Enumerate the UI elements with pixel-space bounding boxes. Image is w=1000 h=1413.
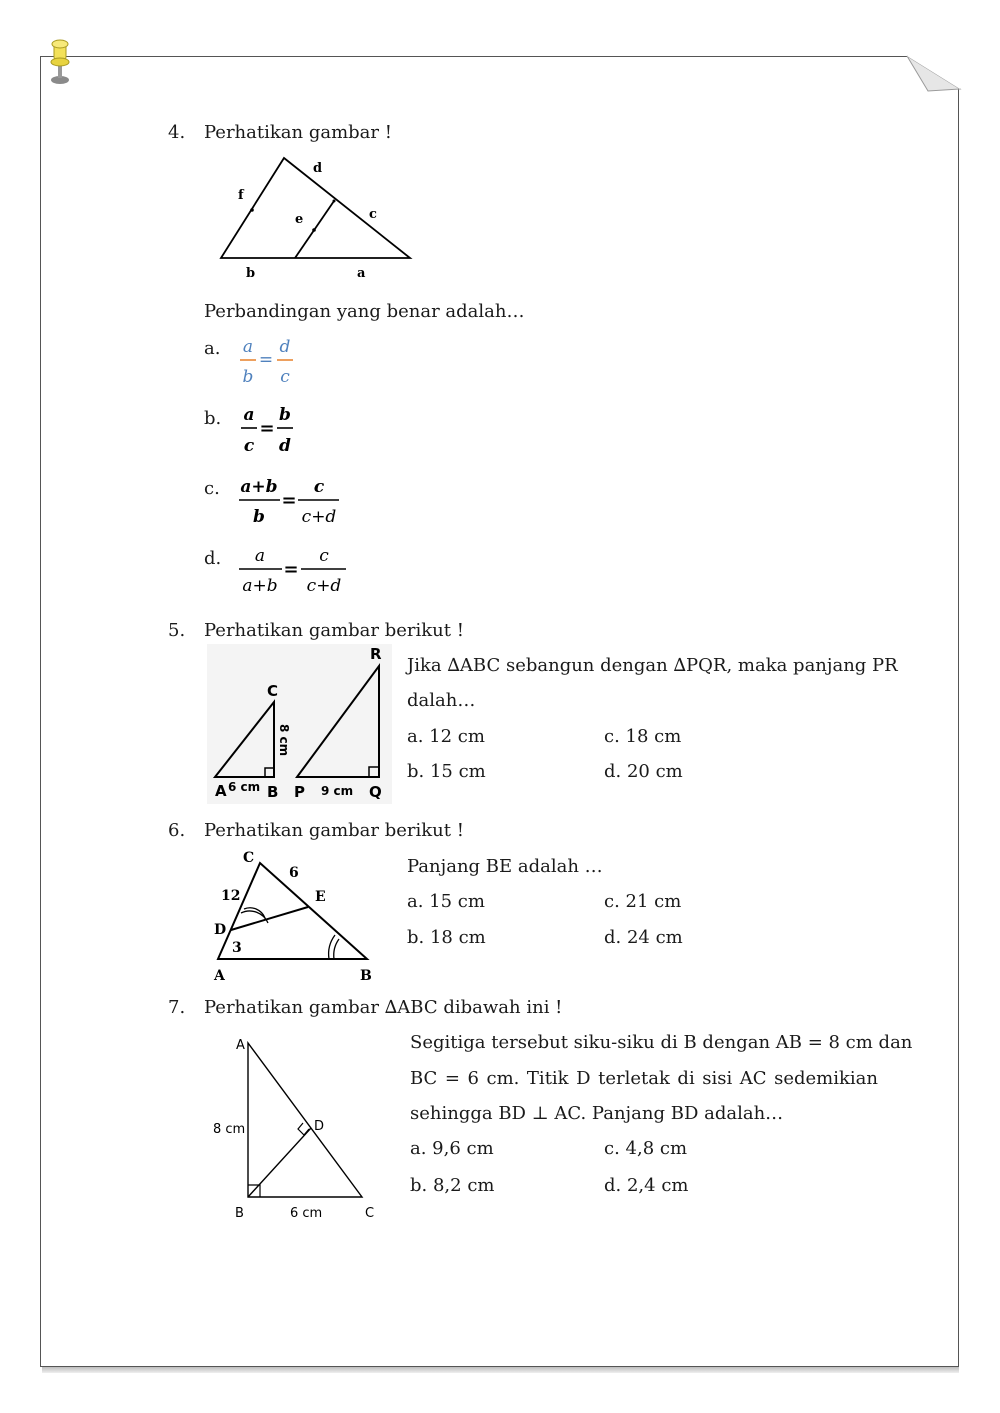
q7-text-line3: sehingga BD ⊥ AC. Panjang BD adalah… <box>410 1103 784 1124</box>
q5-question-line1: Jika ∆ABC sebangun dengan ∆PQR, maka panjang PR <box>407 655 898 676</box>
q4-d-num1: a <box>254 546 266 566</box>
q6-label-three: 3 <box>232 940 242 956</box>
q4-label-e: e <box>295 212 304 227</box>
q5-option-d[interactable]: d. 20 cm <box>604 761 683 782</box>
q6-label-twelve: 12 <box>221 888 241 904</box>
q4-c-den2: c+d <box>301 507 337 527</box>
q6-option-b[interactable]: b. 18 cm <box>407 927 486 948</box>
q4-option-b-letter: b. <box>204 408 222 429</box>
q4-prompt: Perhatikan gambar ! <box>204 122 392 143</box>
q5-label-PQ-length: 9 cm <box>321 784 354 798</box>
q5-label-P: P <box>294 783 305 801</box>
page-curl-icon <box>906 55 962 95</box>
q4-option-c-fraction[interactable] <box>236 473 346 529</box>
q5-number: 5. <box>168 620 186 641</box>
pushpin-icon <box>44 38 78 90</box>
q4-a-den1: b <box>242 367 254 387</box>
q4-label-b: b <box>246 266 256 281</box>
q5-question-line2: dalah… <box>407 690 476 711</box>
q6-label-B: B <box>360 968 372 984</box>
q5-option-b[interactable]: b. 15 cm <box>407 761 486 782</box>
q5-prompt: Perhatikan gambar berikut ! <box>204 620 464 641</box>
q5-similar-triangles-figure <box>207 644 392 804</box>
svg-text:=: = <box>281 490 297 511</box>
q4-d-num2: c <box>319 546 329 566</box>
worksheet-page <box>40 56 959 1367</box>
q5-option-a[interactable]: a. 12 cm <box>407 726 485 747</box>
q4-b-num1: a <box>243 405 255 425</box>
q6-label-six: 6 <box>289 865 299 881</box>
q4-option-a-fraction[interactable] <box>238 334 298 390</box>
q6-prompt: Perhatikan gambar berikut ! <box>204 820 464 841</box>
q6-option-a[interactable]: a. 15 cm <box>407 891 485 912</box>
q5-label-AB-length: 6 cm <box>228 780 261 794</box>
q4-number: 4. <box>168 122 186 143</box>
q4-b-den1: c <box>243 436 255 456</box>
q7-text-line1: Segitiga tersebut siku-siku di B dengan AB = 8 cm dan <box>410 1032 913 1053</box>
q4-label-d: d <box>313 161 323 176</box>
q5-label-BC-length: 8 cm <box>277 724 291 757</box>
q6-option-c[interactable]: c. 21 cm <box>604 891 682 912</box>
q7-number: 7. <box>168 997 186 1018</box>
q7-option-a[interactable]: a. 9,6 cm <box>410 1138 494 1159</box>
q4-a-num1: a <box>242 337 254 357</box>
q6-label-D: D <box>214 922 227 938</box>
svg-text:=: = <box>258 350 274 370</box>
q4-question: Perbandingan yang benar adalah… <box>204 301 525 322</box>
svg-text:=: = <box>283 559 299 580</box>
q7-text-line2: BC = 6 cm. Titik D terletak di sisi AC sedemikian <box>410 1068 878 1089</box>
q7-label-BC-length: 6 cm <box>290 1206 323 1221</box>
q4-c-den1: b <box>253 507 265 527</box>
svg-text:=: = <box>259 418 275 439</box>
q4-label-a: a <box>357 266 366 281</box>
q7-prompt: Perhatikan gambar ∆ABC dibawah ini ! <box>204 997 563 1018</box>
q7-label-AB-length: 8 cm <box>213 1122 246 1137</box>
q7-label-D: D <box>314 1119 325 1134</box>
q7-label-B: B <box>235 1206 244 1221</box>
q6-label-E: E <box>315 889 326 905</box>
q4-label-c: c <box>369 207 377 222</box>
q5-option-c[interactable]: c. 18 cm <box>604 726 682 747</box>
q6-question: Panjang BE adalah … <box>407 856 603 877</box>
q7-option-d[interactable]: d. 2,4 cm <box>604 1175 689 1196</box>
q7-label-A: A <box>236 1038 245 1053</box>
q6-option-d[interactable]: d. 24 cm <box>604 927 683 948</box>
q4-option-a-letter: a. <box>204 338 221 359</box>
q6-triangle-figure <box>210 845 385 987</box>
q4-option-d-fraction[interactable] <box>236 543 351 599</box>
page-shadow <box>42 1367 959 1373</box>
q5-label-Q: Q <box>369 783 382 801</box>
q4-c-num1: a+b <box>240 477 278 497</box>
q6-label-A: A <box>214 968 225 984</box>
q4-option-b-fraction[interactable] <box>238 402 302 458</box>
q5-label-B: B <box>267 783 279 801</box>
q4-a-num2: d <box>279 337 291 357</box>
q5-label-A: A <box>215 782 227 800</box>
q7-option-b[interactable]: b. 8,2 cm <box>410 1175 495 1196</box>
q4-triangle-figure <box>210 153 425 286</box>
q6-number: 6. <box>168 820 186 841</box>
q5-label-R: R <box>370 645 382 663</box>
q4-a-den2: c <box>280 367 290 387</box>
q4-b-den2: d <box>279 436 291 456</box>
q6-label-C: C <box>243 850 255 866</box>
q7-label-C: C <box>365 1206 375 1221</box>
q4-option-d-letter: d. <box>204 548 222 569</box>
q5-label-C: C <box>267 682 279 700</box>
q4-option-c-letter: c. <box>204 478 220 499</box>
q4-d-den2: c+d <box>306 576 342 596</box>
q4-b-num2: b <box>279 405 291 425</box>
q7-right-triangle-figure <box>205 1030 390 1225</box>
q4-c-num2: c <box>313 477 325 497</box>
q4-d-den1: a+b <box>242 576 278 596</box>
q7-option-c[interactable]: c. 4,8 cm <box>604 1138 688 1159</box>
q4-label-f: f <box>238 188 244 203</box>
